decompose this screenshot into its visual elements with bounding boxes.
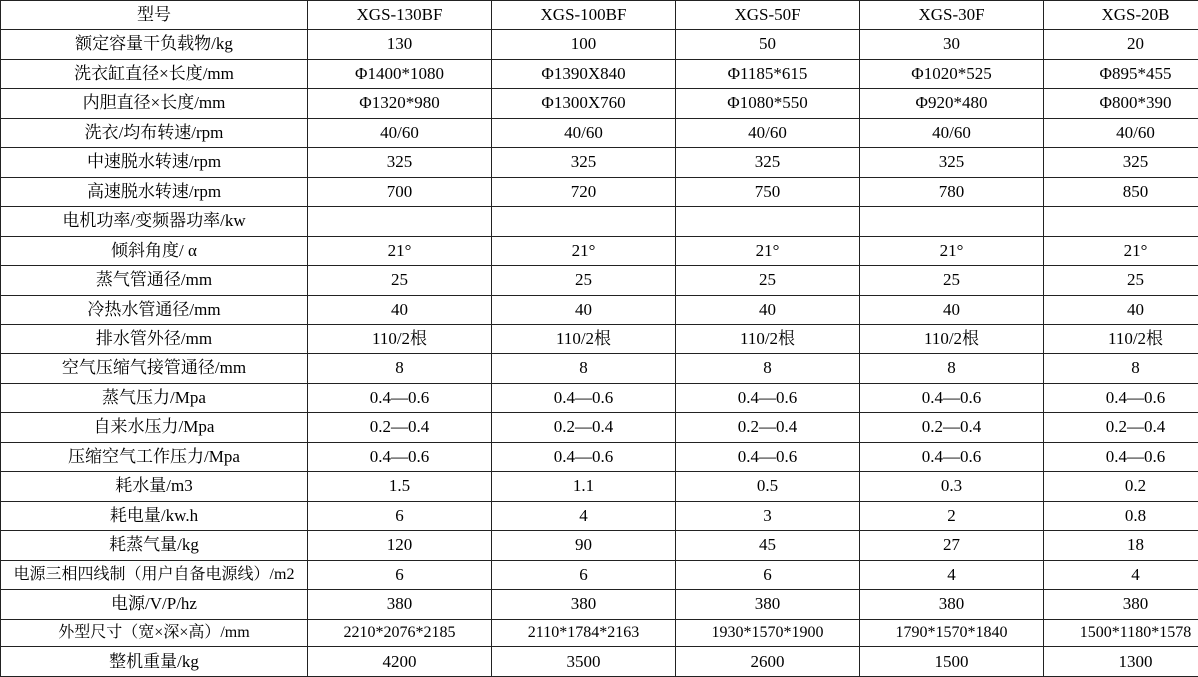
table-row bbox=[1, 647, 1198, 677]
row-value: 6 bbox=[676, 560, 860, 589]
row-value: 6 bbox=[308, 501, 492, 530]
row-value: 0.4—0.6 bbox=[308, 383, 492, 412]
row-value: 1930*1570*1900 bbox=[676, 619, 860, 647]
row-value: 0.2—0.4 bbox=[676, 413, 860, 442]
column-header-xgs100bf: XGS-100BF bbox=[492, 1, 676, 30]
table-row bbox=[1, 560, 1198, 589]
row-label: 耗蒸气量/kg bbox=[1, 531, 308, 560]
row-value: Φ1020*525 bbox=[860, 59, 1044, 88]
row-value: 4200 bbox=[308, 647, 492, 677]
row-label: 冷热水管通径/mm bbox=[1, 295, 308, 324]
table-header-row bbox=[1, 1, 1198, 30]
row-value: 0.4—0.6 bbox=[676, 442, 860, 471]
row-value: Φ1400*1080 bbox=[308, 59, 492, 88]
row-value: 4 bbox=[860, 560, 1044, 589]
row-value: 0.2—0.4 bbox=[1044, 413, 1198, 442]
row-value: Φ1185*615 bbox=[676, 59, 860, 88]
row-value: 2600 bbox=[676, 647, 860, 677]
row-value bbox=[676, 207, 860, 236]
row-value: 40 bbox=[308, 295, 492, 324]
table-row bbox=[1, 207, 1198, 236]
table-row bbox=[1, 236, 1198, 265]
row-value: 2110*1784*2163 bbox=[492, 619, 676, 647]
row-label: 电源/V/P/hz bbox=[1, 590, 308, 619]
row-label: 空气压缩气接管通径/mm bbox=[1, 354, 308, 383]
row-value: 110/2根 bbox=[676, 324, 860, 353]
row-value: Φ800*390 bbox=[1044, 89, 1198, 118]
table-row bbox=[1, 177, 1198, 206]
row-value: 380 bbox=[676, 590, 860, 619]
row-value: 30 bbox=[860, 30, 1044, 59]
row-value: 1.5 bbox=[308, 472, 492, 501]
row-label: 洗衣缸直径×长度/mm bbox=[1, 59, 308, 88]
row-label: 自来水压力/Mpa bbox=[1, 413, 308, 442]
row-value: 25 bbox=[308, 266, 492, 295]
row-value: 8 bbox=[492, 354, 676, 383]
table-row bbox=[1, 30, 1198, 59]
table-row bbox=[1, 590, 1198, 619]
row-value: 1.1 bbox=[492, 472, 676, 501]
row-value: 25 bbox=[860, 266, 1044, 295]
row-value: Φ1390X840 bbox=[492, 59, 676, 88]
row-label: 蒸气压力/Mpa bbox=[1, 383, 308, 412]
table-row bbox=[1, 266, 1198, 295]
row-value: 25 bbox=[492, 266, 676, 295]
row-value: 8 bbox=[676, 354, 860, 383]
row-label: 电机功率/变频器功率/kw bbox=[1, 207, 308, 236]
row-value: 21° bbox=[308, 236, 492, 265]
row-label: 内胆直径×长度/mm bbox=[1, 89, 308, 118]
row-value: 21° bbox=[676, 236, 860, 265]
row-value: 1500*1180*1578 bbox=[1044, 619, 1198, 647]
row-label: 外型尺寸（宽×深×高）/mm bbox=[1, 619, 308, 647]
row-label: 中速脱水转速/rpm bbox=[1, 148, 308, 177]
row-value: 45 bbox=[676, 531, 860, 560]
row-value: 0.5 bbox=[676, 472, 860, 501]
table-row bbox=[1, 354, 1198, 383]
column-header-model: 型号 bbox=[1, 1, 308, 30]
row-value: 0.3 bbox=[860, 472, 1044, 501]
row-value: 4 bbox=[492, 501, 676, 530]
row-label: 高速脱水转速/rpm bbox=[1, 177, 308, 206]
row-label: 倾斜角度/ α bbox=[1, 236, 308, 265]
row-value: 0.4—0.6 bbox=[1044, 383, 1198, 412]
row-value: 325 bbox=[1044, 148, 1198, 177]
row-value: 25 bbox=[676, 266, 860, 295]
row-value: 21° bbox=[1044, 236, 1198, 265]
row-value: 3 bbox=[676, 501, 860, 530]
row-label: 压缩空气工作压力/Mpa bbox=[1, 442, 308, 471]
row-value: 40 bbox=[860, 295, 1044, 324]
row-value: 40 bbox=[676, 295, 860, 324]
row-value: 0.4—0.6 bbox=[860, 442, 1044, 471]
row-value: 27 bbox=[860, 531, 1044, 560]
row-value: 0.2—0.4 bbox=[492, 413, 676, 442]
row-value: 0.4—0.6 bbox=[308, 442, 492, 471]
table-row bbox=[1, 413, 1198, 442]
row-label: 排水管外径/mm bbox=[1, 324, 308, 353]
row-value: 325 bbox=[308, 148, 492, 177]
row-value: 0.8 bbox=[1044, 501, 1198, 530]
row-value bbox=[308, 207, 492, 236]
column-header-xgs50f: XGS-50F bbox=[676, 1, 860, 30]
column-header-xgs30f: XGS-30F bbox=[860, 1, 1044, 30]
row-value: 1500 bbox=[860, 647, 1044, 677]
row-value: 750 bbox=[676, 177, 860, 206]
table-row bbox=[1, 295, 1198, 324]
row-value: 700 bbox=[308, 177, 492, 206]
row-value: 40/60 bbox=[1044, 118, 1198, 147]
row-value: 2210*2076*2185 bbox=[308, 619, 492, 647]
row-value: 50 bbox=[676, 30, 860, 59]
row-value: 780 bbox=[860, 177, 1044, 206]
row-label: 耗电量/kw.h bbox=[1, 501, 308, 530]
row-value: 40/60 bbox=[492, 118, 676, 147]
row-value: 40/60 bbox=[676, 118, 860, 147]
row-value: 21° bbox=[492, 236, 676, 265]
column-header-xgs20b: XGS-20B bbox=[1044, 1, 1198, 30]
row-value: Φ895*455 bbox=[1044, 59, 1198, 88]
row-value: 3500 bbox=[492, 647, 676, 677]
table-row bbox=[1, 59, 1198, 88]
row-value: Φ1300X760 bbox=[492, 89, 676, 118]
row-value: 110/2根 bbox=[860, 324, 1044, 353]
row-value: 130 bbox=[308, 30, 492, 59]
row-value: 20 bbox=[1044, 30, 1198, 59]
row-value: 25 bbox=[1044, 266, 1198, 295]
row-value: Φ920*480 bbox=[860, 89, 1044, 118]
row-value: 1300 bbox=[1044, 647, 1198, 677]
row-value: 100 bbox=[492, 30, 676, 59]
table-row bbox=[1, 89, 1198, 118]
row-value: 6 bbox=[492, 560, 676, 589]
row-value: 40 bbox=[1044, 295, 1198, 324]
row-value: 325 bbox=[676, 148, 860, 177]
row-value: 120 bbox=[308, 531, 492, 560]
row-value: 0.2—0.4 bbox=[308, 413, 492, 442]
table-row bbox=[1, 324, 1198, 353]
row-value: 110/2根 bbox=[308, 324, 492, 353]
row-value: Φ1080*550 bbox=[676, 89, 860, 118]
row-value: 40/60 bbox=[308, 118, 492, 147]
row-value: 8 bbox=[308, 354, 492, 383]
row-value: Φ1320*980 bbox=[308, 89, 492, 118]
table-body bbox=[1, 1, 1198, 677]
row-value: 40/60 bbox=[860, 118, 1044, 147]
column-header-xgs130bf: XGS-130BF bbox=[308, 1, 492, 30]
table-row bbox=[1, 442, 1198, 471]
row-value: 110/2根 bbox=[492, 324, 676, 353]
row-value: 0.2—0.4 bbox=[860, 413, 1044, 442]
table-row bbox=[1, 501, 1198, 530]
row-value bbox=[860, 207, 1044, 236]
row-value: 380 bbox=[1044, 590, 1198, 619]
table-row bbox=[1, 472, 1198, 501]
row-label: 蒸气管通径/mm bbox=[1, 266, 308, 295]
table-row bbox=[1, 118, 1198, 147]
row-value: 8 bbox=[860, 354, 1044, 383]
row-label: 耗水量/m3 bbox=[1, 472, 308, 501]
row-value: 40 bbox=[492, 295, 676, 324]
row-value: 0.4—0.6 bbox=[492, 383, 676, 412]
row-value bbox=[492, 207, 676, 236]
row-value: 18 bbox=[1044, 531, 1198, 560]
row-value: 0.4—0.6 bbox=[492, 442, 676, 471]
row-value: 850 bbox=[1044, 177, 1198, 206]
row-value: 0.4—0.6 bbox=[676, 383, 860, 412]
row-value: 0.4—0.6 bbox=[860, 383, 1044, 412]
row-value: 380 bbox=[492, 590, 676, 619]
row-label: 洗衣/均布转速/rpm bbox=[1, 118, 308, 147]
table-row bbox=[1, 148, 1198, 177]
row-value: 110/2根 bbox=[1044, 324, 1198, 353]
row-value: 325 bbox=[492, 148, 676, 177]
row-value: 0.2 bbox=[1044, 472, 1198, 501]
row-value: 4 bbox=[1044, 560, 1198, 589]
row-value: 0.4—0.6 bbox=[1044, 442, 1198, 471]
row-value bbox=[1044, 207, 1198, 236]
row-value: 8 bbox=[1044, 354, 1198, 383]
row-value: 720 bbox=[492, 177, 676, 206]
row-value: 21° bbox=[860, 236, 1044, 265]
row-value: 90 bbox=[492, 531, 676, 560]
row-value: 1790*1570*1840 bbox=[860, 619, 1044, 647]
row-value: 2 bbox=[860, 501, 1044, 530]
row-value: 6 bbox=[308, 560, 492, 589]
row-label: 额定容量干负载物/kg bbox=[1, 30, 308, 59]
row-label: 整机重量/kg bbox=[1, 647, 308, 677]
row-value: 380 bbox=[860, 590, 1044, 619]
row-value: 380 bbox=[308, 590, 492, 619]
table-row bbox=[1, 619, 1198, 647]
table-row bbox=[1, 531, 1198, 560]
row-label: 电源三相四线制（用户自备电源线）/m2 bbox=[1, 560, 308, 589]
table-row bbox=[1, 383, 1198, 412]
row-value: 325 bbox=[860, 148, 1044, 177]
